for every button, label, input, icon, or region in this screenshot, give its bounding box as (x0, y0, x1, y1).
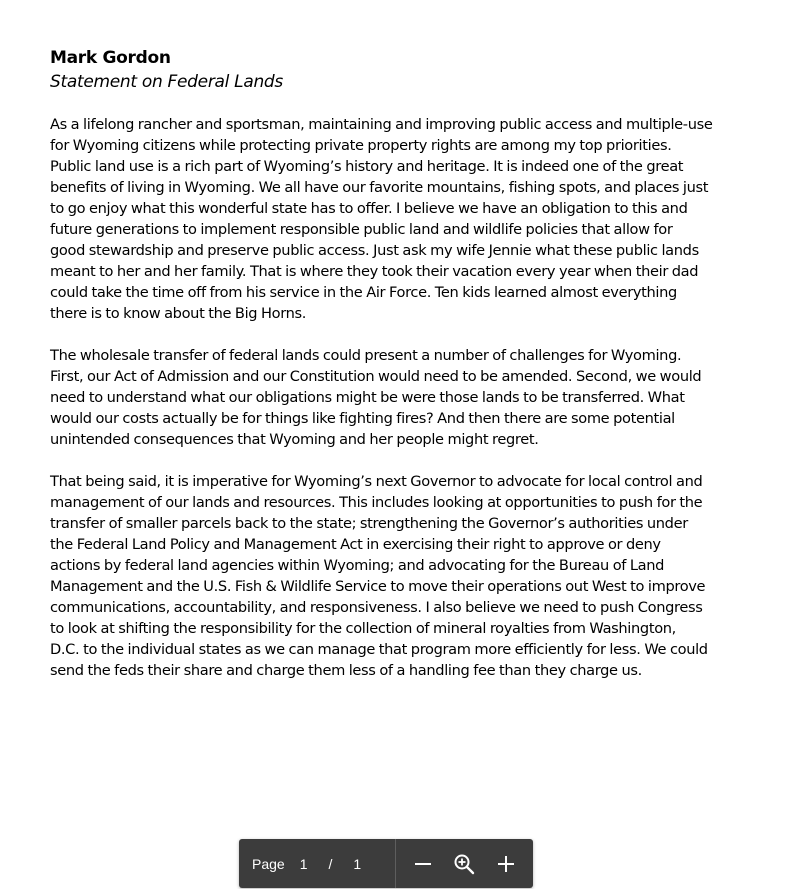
text-line: That being said, it is imperative for Wyoming’s next Governor to advocate for local control and (50, 473, 703, 490)
text-line: As a lifelong rancher and sportsman, maintaining and improving public access and multiple-use (50, 116, 713, 133)
text-line: transfer of smaller parcels back to the state; strengthening the Governor’s authorities under (50, 515, 688, 532)
total-pages: 1 (353, 855, 362, 872)
text-line: would our costs actually be for things like fighting fires? And then there are some potential (50, 410, 675, 427)
text-line: Public land use is a rich part of Wyoming’s history and heritage. It is indeed one of the great (50, 158, 684, 175)
page-separator: / (328, 855, 333, 872)
text-line: actions by federal land agencies within Wyoming; and advocating for the Bureau of Land (50, 557, 665, 574)
text-line: communications, accountability, and responsiveness. I also believe we need to push Congress (50, 599, 703, 616)
text-line: benefits of living in Wyoming. We all have our favorite mountains, fishing spots, and places just (50, 179, 709, 196)
text-line: unintended consequences that Wyoming and her people might regret. (50, 431, 539, 448)
document-title: Statement on Federal Lands (50, 72, 283, 92)
fit-zoom-button[interactable] (449, 849, 479, 879)
zoom-in-icon (453, 853, 475, 875)
plus-icon (496, 854, 516, 874)
current-page-input[interactable]: 1 (299, 855, 308, 872)
text-line: future generations to implement responsible public land and wildlife policies that allow for (50, 221, 673, 238)
text-line: D.C. to the individual states as we can manage that program more efficiently for less. We could (50, 641, 708, 658)
paragraph-2 (50, 345, 740, 450)
text-line: management of our lands and resources. This includes looking at opportunities to push for the (50, 494, 703, 511)
text-line: could take the time off from his service in the Air Force. Ten kids learned almost everything (50, 284, 677, 301)
text-line: send the feds their share and charge them less of a handling fee than they charge us. (50, 662, 642, 679)
text-line: good stewardship and preserve public access. Just ask my wife Jennie what these public lands (50, 242, 699, 259)
text-line: there is to know about the Big Horns. (50, 305, 307, 322)
zoom-out-button[interactable] (408, 849, 438, 879)
text-line: The wholesale transfer of federal lands could present a number of challenges for Wyoming. (50, 347, 682, 364)
text-line: to go enjoy what this wonderful state has to offer. I believe we have an obligation to this and (50, 200, 688, 217)
pdf-toolbar (239, 839, 533, 888)
document-page (50, 46, 740, 702)
text-line: First, our Act of Admission and our Constitution would need to be amended. Second, we would (50, 368, 702, 385)
text-line: meant to her and her family. That is where they took their vacation every year when their dad (50, 263, 699, 280)
minus-icon (413, 854, 433, 874)
page-indicator (239, 839, 395, 888)
page-label: Page (252, 855, 285, 872)
text-line: Management and the U.S. Fish & Wildlife Service to move their operations out West to improve (50, 578, 706, 595)
author-name: Mark Gordon (50, 48, 171, 68)
zoom-in-button[interactable] (491, 849, 521, 879)
text-line: for Wyoming citizens while protecting private property rights are among my top priorities. (50, 137, 672, 154)
text-line: to look at shifting the responsibility for the collection of mineral royalties from Washington, (50, 620, 676, 637)
paragraph-3 (50, 471, 740, 681)
paragraph-1 (50, 114, 740, 324)
zoom-controls (396, 839, 533, 888)
text-line: the Federal Land Policy and Management Act in exercising their right to approve or deny (50, 536, 661, 553)
text-line: need to understand what our obligations might be were those lands to be transferred. What (50, 389, 685, 406)
